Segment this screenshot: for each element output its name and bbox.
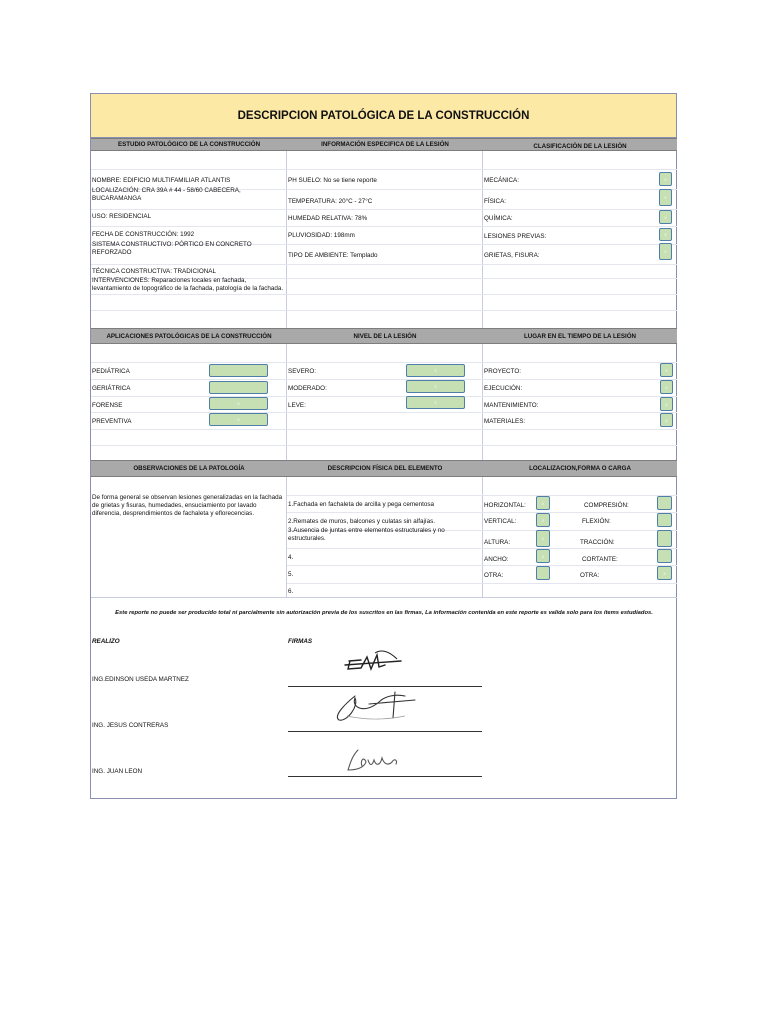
realizo-label: REALIZO: [92, 638, 120, 645]
ancho-checkbox[interactable]: x: [536, 549, 550, 563]
flexion-checkbox[interactable]: [657, 513, 672, 527]
horizontal-label: HORIZONTAL:: [484, 502, 526, 509]
horizontal-checkbox[interactable]: x: [536, 496, 550, 510]
localizacion-text: LOCALIZACIÓN: CRA 39A # 44 - 58/60 CABECERA, BUCARAMANGA: [92, 187, 241, 203]
descripcion-1: 1.Fachada en fachaleta de arcilla y pega cementosa: [288, 501, 434, 508]
pluviosidad-text: PLUVIOSIDAD: 198mm: [288, 232, 355, 239]
geriatrica-checkbox[interactable]: [209, 381, 268, 394]
otra-right-label: OTRA:: [580, 572, 600, 579]
preventiva-label: PREVENTIVA: [92, 418, 132, 425]
row-line: [91, 310, 677, 311]
disclaimer-text: Este reporte no puede ser producido total ni parcialmente sin autorización previa de los suscritos en las firmas, La información contenida en este reporte es valida solo para los ítems estudiados.: [115, 610, 653, 616]
row-line: [91, 264, 677, 265]
materiales-label: MATERIALES:: [484, 418, 526, 425]
row-line: [287, 495, 677, 496]
otra-right-checkbox[interactable]: x: [657, 566, 672, 580]
firmas-label: FIRMAS: [288, 638, 313, 645]
row-line: [287, 512, 677, 513]
ejecucion-label: EJECUCIÓN:: [484, 385, 523, 392]
ancho-label: ANCHO:: [484, 556, 509, 563]
forense-label: FORENSE: [92, 402, 123, 409]
signer-name: ING. JESUS CONTRERAS: [92, 722, 169, 729]
divider: [482, 151, 483, 328]
observaciones-text: De forma general se observan lesiones generalizadas en la fachada de grietas y fisuras, humedades, ensuciamiento por lavado diferencia, desprendimientos de fachaleta y eflorecencias.: [92, 494, 283, 518]
divider: [286, 151, 287, 328]
row-line: [91, 396, 677, 397]
vertical-checkbox[interactable]: x: [536, 513, 550, 527]
header-observaciones: OBSERVACIONES DE LA PATOLOGÍA: [91, 460, 287, 477]
row-line: [91, 294, 677, 295]
quimica-checkbox[interactable]: x: [659, 210, 672, 224]
header-nivel: NIVEL DE LA LESIÓN: [287, 328, 483, 344]
row-line: [91, 445, 677, 446]
tecnica-text: TÉCNICA CONSTRUCTIVA: TRADICIONAL: [92, 268, 216, 275]
descripcion-5: 5.: [288, 571, 294, 578]
mantenimiento-label: MANTENIMIENTO:: [484, 402, 539, 409]
compresion-label: COMPRESIÓN:: [584, 502, 629, 509]
cortante-checkbox[interactable]: [657, 549, 672, 563]
compresion-checkbox[interactable]: [657, 496, 672, 510]
header-informacion: INFORMACIÓN ESPECIFICA DE LA LESIÓN: [287, 138, 483, 151]
altura-label: ALTURA:: [484, 539, 511, 546]
altura-checkbox[interactable]: x: [536, 530, 550, 547]
lesiones-checkbox[interactable]: x: [659, 228, 672, 241]
descripcion-2: 2.Remates de muros, balcones y culatas sin alfajías.: [288, 518, 435, 525]
row-line: [91, 209, 677, 210]
ph-text: PH SUELO: No se tiene reporte: [288, 177, 377, 184]
forense-checkbox[interactable]: x: [209, 397, 268, 410]
leve-checkbox[interactable]: x: [406, 396, 465, 409]
traccion-label: TRACCIÓN:: [580, 539, 615, 546]
descripcion-6: 6.: [288, 588, 294, 595]
row-line: [287, 565, 677, 566]
header-aplicaciones: APLICACIONES PATOLÓGICAS DE LA CONSTRUCCIÓN: [91, 328, 287, 344]
row-line: [287, 583, 677, 584]
fisica-label: FÍSICA:: [484, 198, 507, 205]
temperatura-text: TEMPERATURA: 20°C - 27°C: [288, 198, 373, 205]
row-line: [91, 362, 677, 363]
row-line: [91, 226, 677, 227]
mecanica-label: MECÁNICA:: [484, 177, 519, 184]
row-line: [91, 379, 677, 380]
row-line: [287, 548, 677, 549]
materiales-checkbox[interactable]: x: [660, 413, 673, 427]
report-sheet: [90, 93, 677, 799]
header-lugar: LUGAR EN EL TIEMPO DE LA LESIÓN: [483, 328, 677, 344]
moderado-label: MODERADO:: [288, 385, 327, 392]
header-estudio: ESTUDIO PATOLÓGICO DE LA CONSTRUCCIÓN: [91, 138, 287, 151]
signature-useda: [341, 647, 411, 679]
fisica-checkbox[interactable]: x: [659, 189, 672, 206]
vertical-label: VERTICAL:: [484, 518, 517, 525]
lesiones-label: LESIONES PREVIAS:: [484, 233, 547, 240]
signature-leon: [336, 744, 411, 776]
row-line: [91, 412, 677, 413]
ambiente-text: TIPO DE AMBIENTE: Templado: [288, 252, 378, 259]
cortante-label: CORTANTE:: [582, 556, 618, 563]
signature-line: [288, 731, 482, 732]
descripcion-3: 3.Ausencia de juntas entre elementos estructurales y no estructurales.: [288, 527, 445, 543]
row-line: [91, 597, 677, 598]
row-line: [91, 429, 677, 430]
grietas-label: GRIETAS, FISURA:: [484, 252, 540, 259]
traccion-checkbox[interactable]: [657, 530, 672, 547]
moderado-checkbox[interactable]: x: [406, 380, 465, 393]
humedad-text: HUMEDAD RELATIVA: 78%: [288, 215, 368, 222]
proyecto-label: PROYECTO:: [484, 368, 521, 375]
otra-left-checkbox[interactable]: [536, 566, 550, 580]
otra-left-label: OTRA:: [484, 572, 504, 579]
ejecucion-checkbox[interactable]: x: [660, 380, 673, 394]
quimica-label: QUÍMICA:: [484, 215, 513, 222]
header-clasificacion: CLASIFICACIÓN DE LA LESIÓN: [483, 138, 677, 151]
fecha-text: FECHA DE CONSTRUCCIÓN: 1992: [92, 231, 195, 238]
mantenimiento-checkbox[interactable]: x: [660, 397, 673, 411]
uso-text: USO: RESIDENCIAL: [92, 213, 152, 220]
grietas-checkbox[interactable]: x: [659, 243, 672, 260]
leve-label: LEVE:: [288, 402, 306, 409]
signature-line: [288, 776, 482, 777]
intervenciones-text: INTERVENCIONES: Reparaciones locales en fachada, levantamiento de topográfico de la fachada, patología de la fachada.: [92, 277, 284, 293]
signer-name: ING. JUAN LEON: [92, 768, 143, 775]
pediatrica-checkbox[interactable]: [209, 364, 268, 377]
pediatrica-label: PEDIÁTRICA: [92, 368, 130, 375]
header-localizacion: LOCALIZACION,FORMA O CARGA: [483, 460, 677, 477]
preventiva-checkbox[interactable]: x: [209, 413, 268, 426]
report-title: DESCRIPCION PATOLÓGICA DE LA CONSTRUCCIÓN: [91, 94, 676, 138]
sistema-text: SISTEMA CONSTRUCTIVO: PÓRTICO EN CONCRETO REFORZADO: [92, 241, 252, 257]
severo-label: SEVERO:: [288, 368, 316, 375]
nombre-text: NOMBRE: EDIFICIO MULTIFAMILIAR ATLANTIS: [92, 177, 231, 184]
descripcion-4: 4.: [288, 554, 294, 561]
signer-name: ING.EDINSON USEDA MARTNEZ: [92, 676, 189, 683]
row-line: [91, 169, 677, 170]
signature-contreras: [325, 686, 425, 728]
mecanica-checkbox[interactable]: x: [659, 172, 672, 186]
proyecto-checkbox[interactable]: x: [660, 363, 673, 377]
header-descripcion-fisica: DESCRIPCION FÍSICA DEL ELEMENTO: [287, 460, 483, 477]
geriatrica-label: GERIÁTRICA: [92, 385, 131, 392]
flexion-label: FLEXIÓN:: [582, 518, 611, 525]
severo-checkbox[interactable]: x: [406, 364, 465, 377]
